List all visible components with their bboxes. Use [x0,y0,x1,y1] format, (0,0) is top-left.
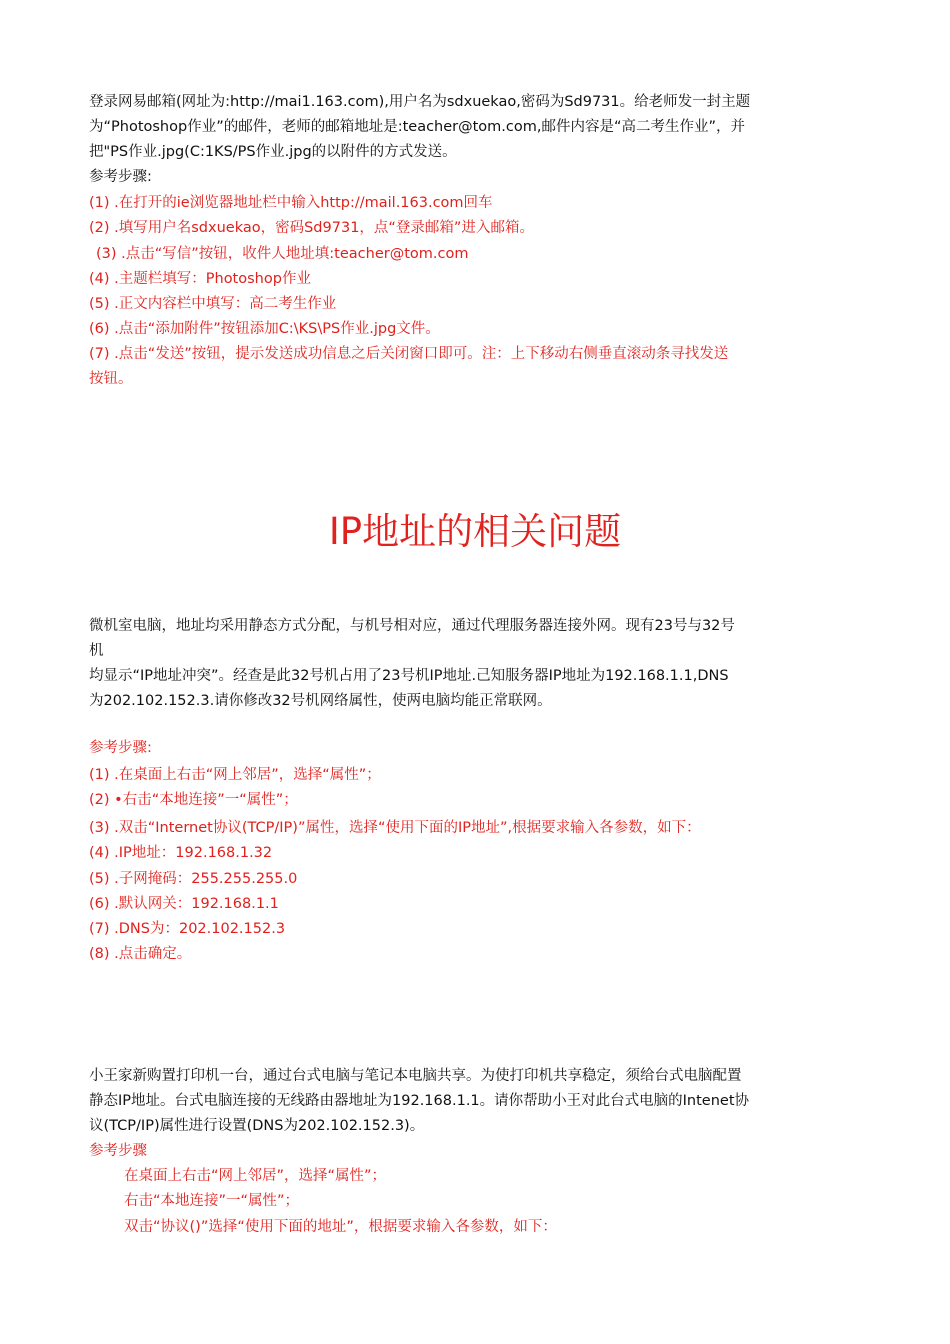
s2-step-8: (8) .点击确定。 [89,946,192,962]
s1-step-4: (4) .主题栏填写：Photoshop作业 [89,271,311,287]
s2-step-6: (6) .默认网关：192.168.1.1 [89,896,279,912]
s3-question-line-1: 小王家新购置打印机一台，通过台式电脑与笔记本电脑共享。为使打印机共享稳定，须给台式电脑配置 [89,1068,742,1084]
s2-step-1: (1) .在桌面上右击“网上邻居”，选择“属性”； [89,767,381,783]
s2-step-7: (7) .DNS为：202.102.152.3 [89,921,286,937]
s1-question-line-3: 把"PS作业.jpg(C:1KS/PS作业.jpg的以附件的方式发送。 [89,144,457,160]
s2-steps-label: 参考步骤: [89,740,152,756]
s3-question-line-3: 议(TCP/IP)属性进行设置(DNS为202.102.152.3)。 [89,1118,425,1134]
s1-step-2: (2) .填写用户名sdxuekao，密码Sd9731，点“登录邮箱”进入邮箱。 [89,220,534,236]
s2-question-line-2: 机 [89,643,104,659]
s2-question-line-1: 微机室电脑，地址均采用静态方式分配，与机号相对应，通过代理服务器连接外网。现有23号与32号 [89,618,735,634]
s2-question-line-4: 为202.102.152.3.请你修改32号机网络属性，使两电脑均能正常联网。 [89,693,552,709]
s1-step-6: (6) .点击“添加附件”按钮添加C:\KS\PS作业.jpg文件。 [89,321,440,337]
s2-step-3: (3) .双击“Internet协议(TCP/IP)”属性，选择“使用下面的IP地址”,根据要求输入各参数，如下： [89,820,701,836]
s3-steps-label: 参考步骤 [89,1143,147,1159]
s3-step-3: 双击“协议()”选择“使用下面的地址”，根据要求输入各参数，如下： [124,1219,557,1235]
s1-step-3: (3) .点击“写信”按钮，收件人地址填:teacher@tom.com [96,246,469,262]
s2-question-line-3: 均显示“IP地址冲突”。经查是此32号机占用了23号机IP地址.己知服务器IP地址为192.168.1.1,DNS [89,668,729,684]
s1-question-line-1: 登录网易邮箱(网址为:http://mai1.163.com),用户名为sdxuekao,密码为Sd9731。给老师发一封主题 [89,94,751,110]
s2-step-5: (5) .子网掩码：255.255.255.0 [89,871,298,887]
s1-step-7-cont: 按钮。 [89,371,133,387]
s1-steps-label: 参考步骤: [89,169,152,185]
s1-step-5: (5) .正文内容栏中填写：高二考生作业 [89,296,337,312]
s3-step-2: 右击“本地连接”一“属性”； [124,1193,300,1209]
s2-step-4: (4) .IP地址：192.168.1.32 [89,845,273,861]
s1-question-line-2: 为“Photoshop作业”的邮件，老师的邮箱地址是:teacher@tom.com,邮件内容是“高二考生作业”，并 [89,119,746,135]
s2-step-2: (2) •右击“本地连接”一“属性”； [89,792,298,808]
s3-step-1: 在桌面上右击“网上邻居”，选择“属性”； [124,1168,387,1184]
s3-question-line-2: 静态IP地址。台式电脑连接的无线路由器地址为192.168.1.1。请你帮助小王对此台式电脑的Intenet协 [89,1093,750,1109]
s1-step-1: (1) .在打开的ie浏览器地址栏中输入http://mail.163.com回车 [89,195,493,211]
s1-step-7: (7) .点击“发送”按钮，提示发送成功信息之后关闭窗口即可。注：上下移动右侧垂直滚动条寻找发送 [89,346,729,362]
section-heading: IP地址的相关问题 [328,510,622,553]
